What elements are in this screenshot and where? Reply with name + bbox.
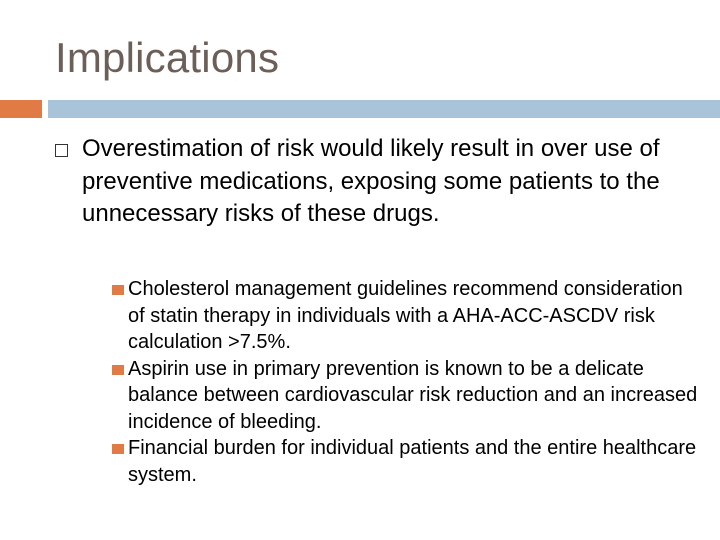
sub-bullet-text: Aspirin use in primary prevention is known to be a delicate balance between cardiovascular risk reduction and an increased incidence of bleeding. <box>128 357 698 433</box>
filled-square-icon <box>112 365 124 375</box>
sub-bullet-text: Cholesterol management guidelines recommend consideration of statin therapy in individuals with a AHA-ACC-ASCDV risk calculation >7.5%. <box>128 278 683 353</box>
title-accent-bar <box>0 100 42 118</box>
title-rule-bar <box>48 100 720 118</box>
sub-bullet-list <box>112 276 702 488</box>
hollow-square-icon <box>55 144 68 157</box>
list-item <box>112 356 702 436</box>
main-bullet-text: Overestimation of risk would likely result in over use of preventive medications, exposing some patients to the unnecessary risks of these drugs. <box>82 135 660 227</box>
sub-bullet-text: Financial burden for individual patients and the entire healthcare system. <box>128 437 697 486</box>
filled-square-icon <box>112 444 124 454</box>
filled-square-icon <box>112 285 124 295</box>
list-item <box>112 276 702 356</box>
list-item <box>112 435 702 488</box>
slide-title: Implications <box>55 34 280 81</box>
